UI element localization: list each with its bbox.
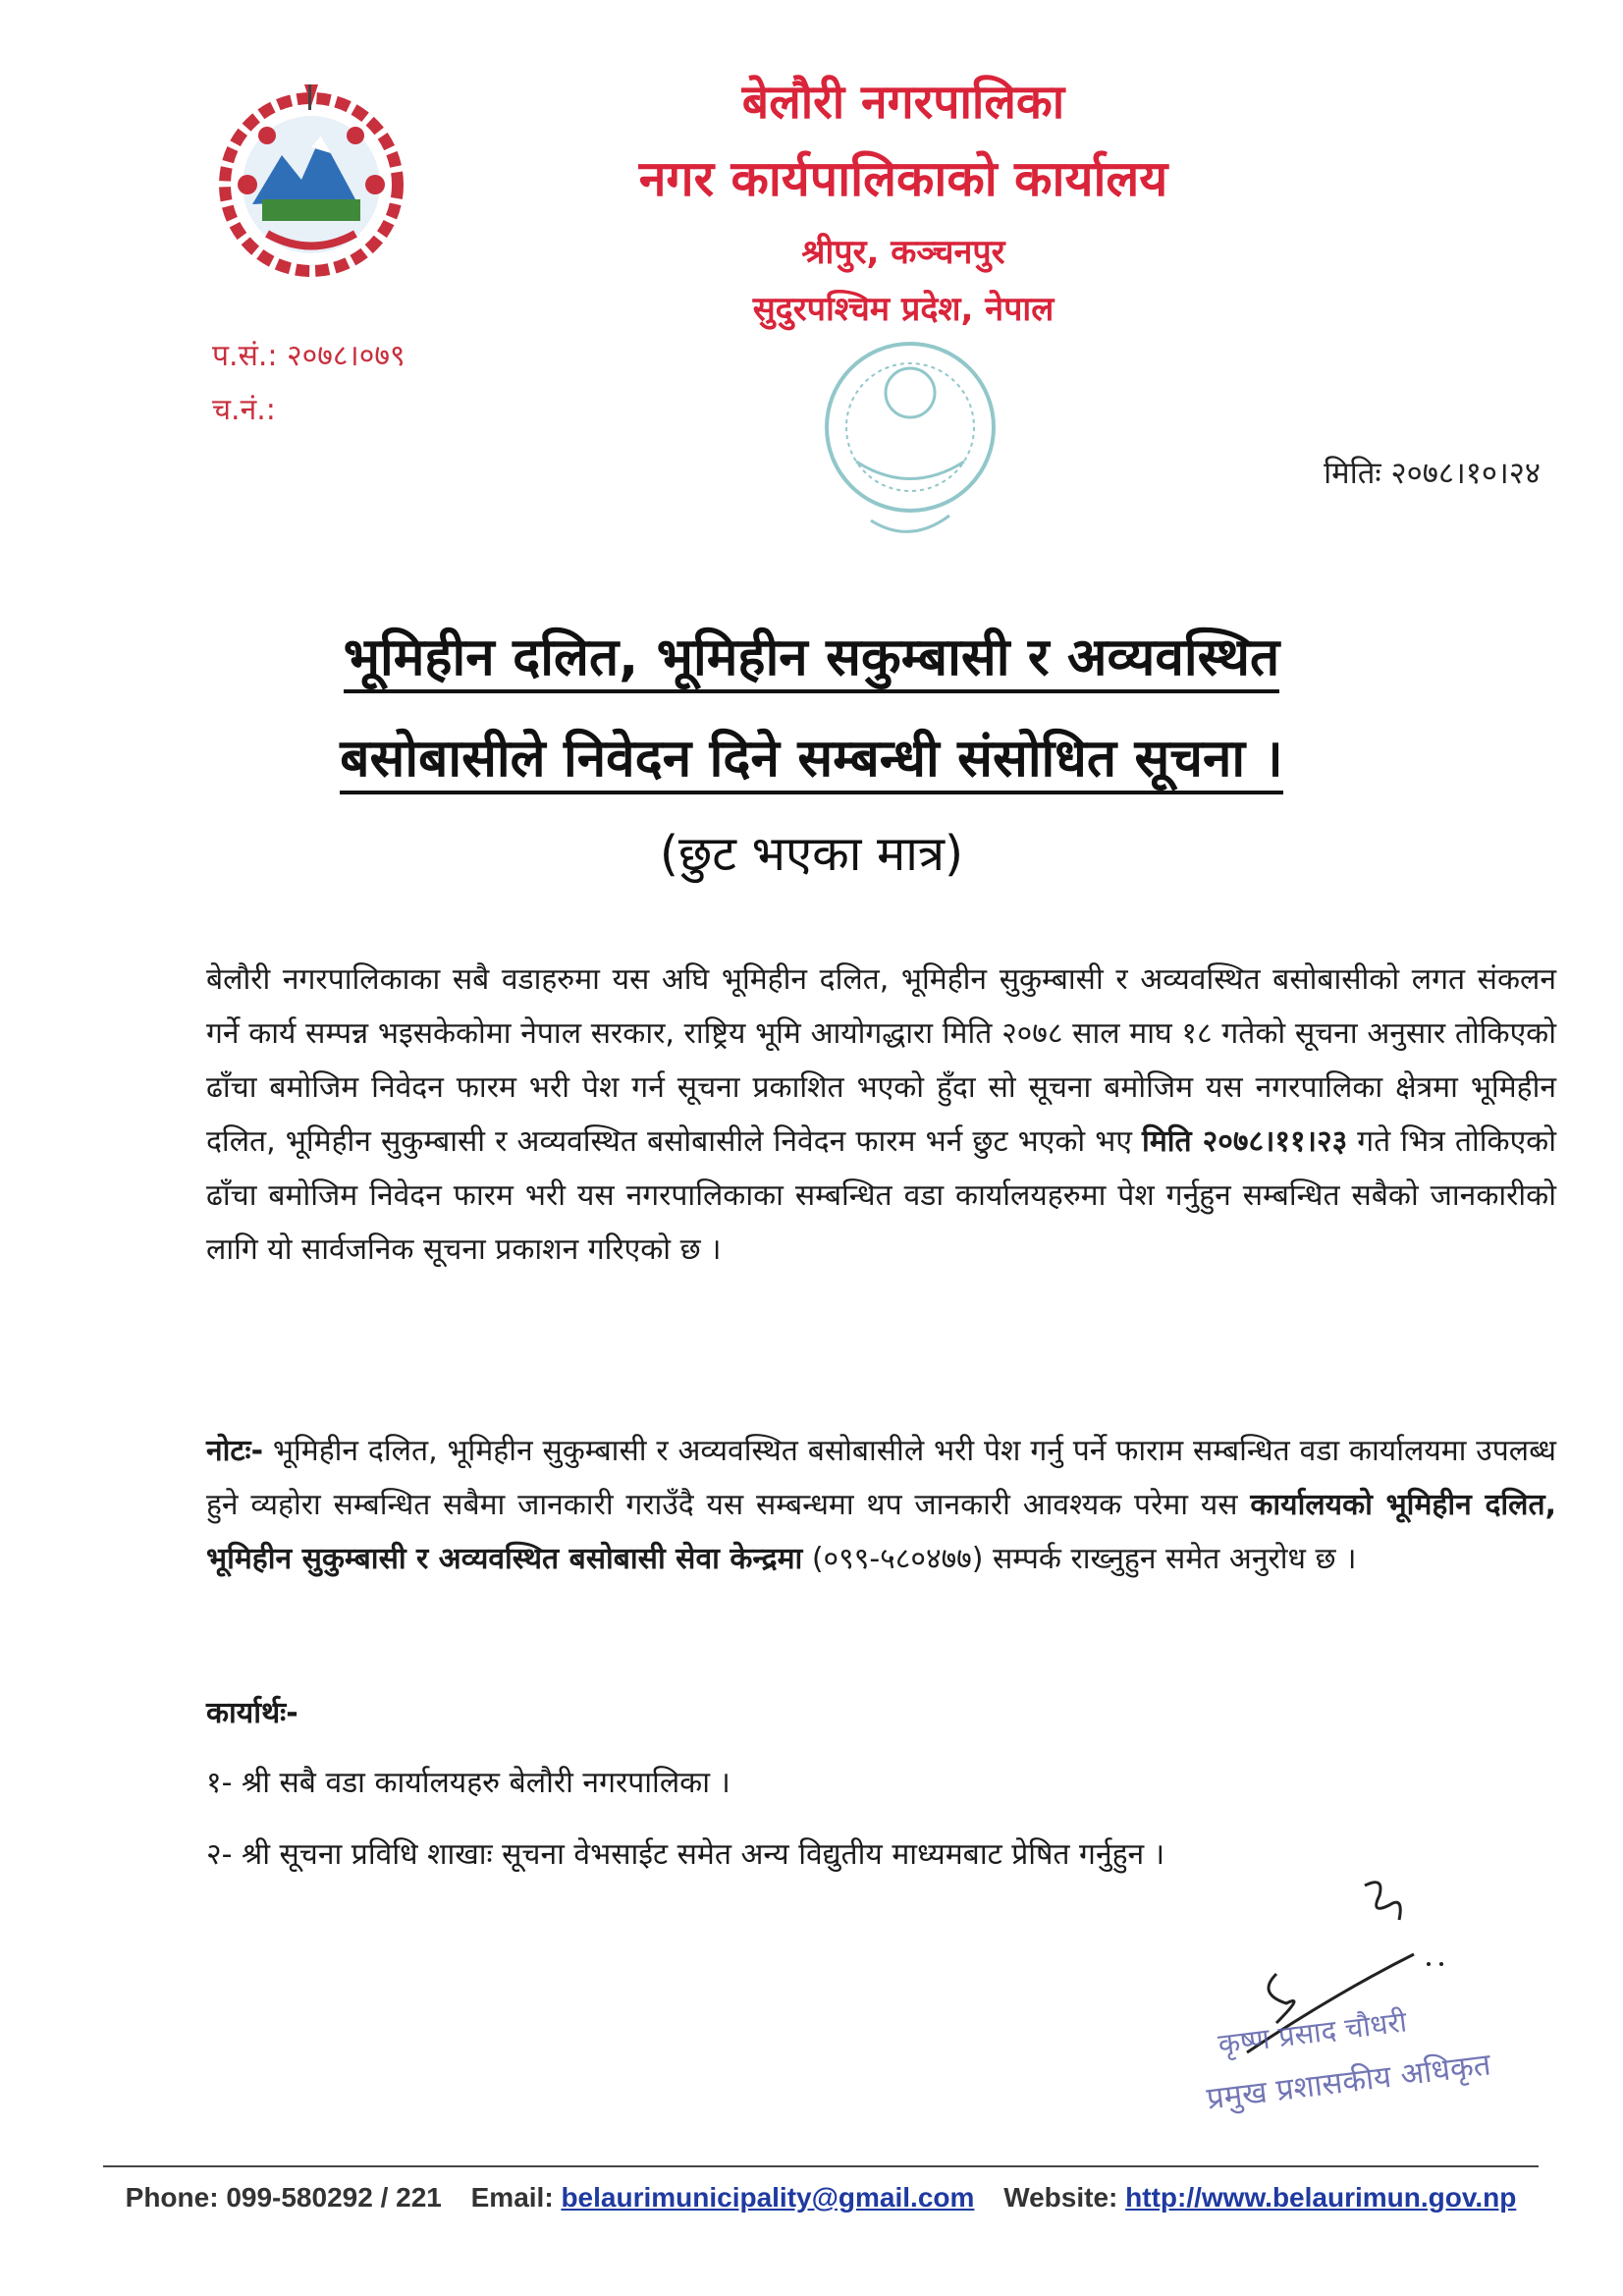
cc-list-item: १- श्री सबै वडा कार्यालयहरु बेलौरी नगरपालिका ।: [206, 1766, 730, 1800]
phone-number: 099-580292 / 221: [226, 2182, 442, 2213]
website-label: Website:: [1003, 2182, 1118, 2213]
note-paragraph: नोटः- भूमिहीन दलित, भूमिहीन सुकुम्बासी र अव्यवस्थित बसोबासीले भरी पेश गर्नु पर्ने फाराम सम्बन्धित वडा कार्यालयमा उपलब्ध हुने व्यहोरा सम्बन्धित सबैमा जानकारी गराउँदै यस सम्बन्धमा थप जानकारी आवश्यक परेमा यस कार्यालयको भूमिहीन दलित, भूमिहीन सुकुम्बासी र अव्यवस्थित बसोबासी सेवा केन्द्रमा (०९९-५८०४७७) सम्पर्क राख्नुहुन समेत अनुरोध छ ।: [206, 1434, 1556, 1576]
signatory-name: कृष्ण प्रसाद चौधरी: [1216, 2004, 1409, 2061]
nepal-emblem-icon: [208, 77, 414, 283]
email-label: Email:: [470, 2182, 554, 2213]
organization-name: बेलौरी नगरपालिका: [741, 75, 1065, 130]
phone-label: Phone:: [125, 2182, 219, 2213]
notice-title-line-1: भूमिहीन दलित, भूमिहीन सकुम्बासी र अव्यवस्थित: [0, 619, 1623, 690]
notice-paragraph: बेलौरी नगरपालिकाका सबै वडाहरुमा यस अघि भूमिहीन दलित, भूमिहीन सुकुम्बासी र अव्यवस्थित बसोबासीको लगत संकलन गर्ने कार्य सम्पन्न भइसकेकोमा नेपाल सरकार, राष्ट्रिय भूमि आयोगद्धारा मिति २०७८ साल माघ १८ गतेको सूचना अनुसार तोकिएको ढाँचा बमोजिम निवेदन फारम भरी पेश गर्न सूचना प्रकाशित भएको हुँदा सो सूचना बमोजिम यस नगरपालिका क्षेत्रमा भूमिहीन दलित, भूमिहीन सुकुम्बासी र अव्यवस्थित बसोबासीले निवेदन फारम भर्न छुट भएको भए मिति २०७८।११।२३ गते भित्र तोकिएको ढाँचा बमोजिम निवेदन फारम भरी यस नगरपालिकाका सम्बन्धित वडा कार्यालयहरुमा पेश गर्नुहुन सम्बन्धित सबैको जानकारीको लागि यो सार्वजनिक सूचना प्रकाशन गरिएको छ ।: [206, 962, 1556, 1267]
address-line-2: सुदुरपश्चिम प्रदेश, नेपाल: [752, 290, 1055, 329]
organization-office: नगर कार्यपालिकाको कार्यालय: [638, 150, 1168, 207]
footer-contact: [103, 2182, 1539, 2214]
email-link[interactable]: belaurimunicipality@gmail.com: [561, 2182, 975, 2213]
footer-divider: [103, 2165, 1539, 2167]
reference-number: प.सं.: २०७८।०७९: [212, 339, 406, 373]
cc-list-item: २- श्री सूचना प्रविधि शाखाः सूचना वेभसाईट समेत अन्य विद्युतीय माध्यमबाट प्रेषित गर्नुहुन ।: [206, 1837, 1165, 1872]
notice-subtitle: (छुट भएका मात्र): [659, 826, 964, 882]
signatory-title: प्रमुख प्रशासकीय अधिकृत: [1205, 2047, 1493, 2117]
notice-title-line-2: बसोबासीले निवेदन दिने सम्बन्धी संसोधित सूचना ।: [0, 720, 1623, 792]
cc-label: कार्यार्थः-: [206, 1696, 298, 1730]
note-label: नोटः-: [206, 1434, 264, 1468]
dispatch-number: च.नं.:: [212, 393, 276, 427]
document-date: मितिः २०७८।१०।२४: [1324, 456, 1541, 491]
office-stamp-icon: [778, 324, 1043, 560]
website-link[interactable]: http://www.belaurimun.gov.np: [1125, 2182, 1517, 2213]
address-line-1: श्रीपुर, कञ्चनपुर: [801, 233, 1005, 272]
